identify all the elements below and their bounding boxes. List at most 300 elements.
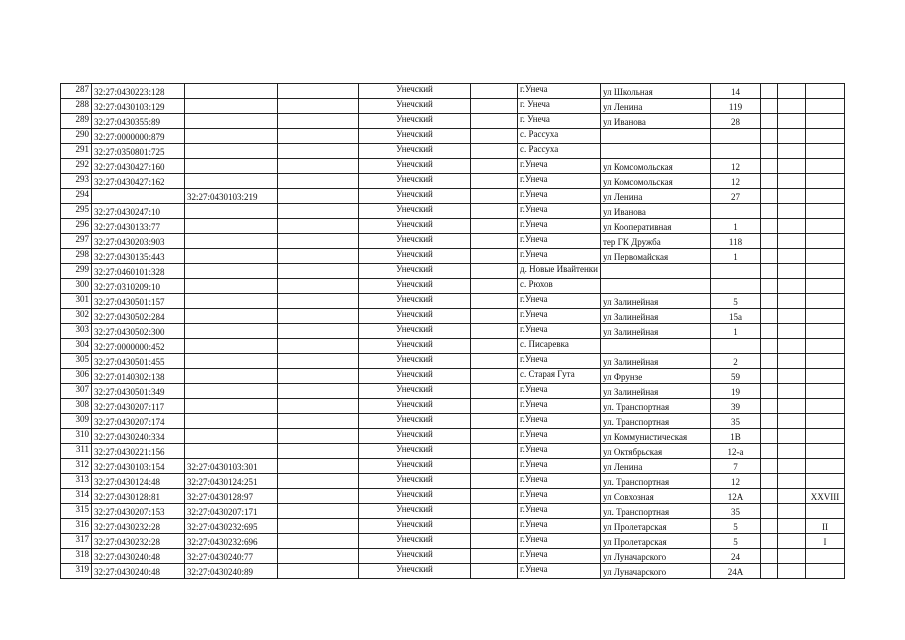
district-cell: Унечский	[359, 234, 471, 249]
empty-cell	[778, 129, 806, 144]
cadastral-number-2: 32:27:0430103:301	[185, 459, 278, 474]
empty-cell	[761, 219, 778, 234]
locality-cell: с. Старая Гута	[518, 369, 601, 384]
empty-cell	[778, 354, 806, 369]
room-number-cell	[806, 144, 845, 159]
room-number-cell	[806, 159, 845, 174]
empty-cell	[471, 534, 518, 549]
row-number: 289	[61, 114, 92, 129]
room-number-cell	[806, 84, 845, 99]
row-number: 288	[61, 99, 92, 114]
empty-cell	[761, 414, 778, 429]
cadastral-number-2	[185, 114, 278, 129]
house-number-cell: 1В	[711, 429, 761, 444]
row-number: 304	[61, 339, 92, 354]
table-row	[61, 504, 845, 519]
empty-cell	[761, 489, 778, 504]
cadastral-number: 32:27:0430128:81	[92, 489, 185, 504]
row-number: 315	[61, 504, 92, 519]
empty-cell	[778, 189, 806, 204]
empty-cell	[778, 204, 806, 219]
empty-cell	[778, 429, 806, 444]
empty-cell	[778, 324, 806, 339]
table-row	[61, 99, 845, 114]
locality-cell: г.Унеча	[518, 84, 601, 99]
district-cell: Унечский	[359, 99, 471, 114]
empty-cell	[761, 429, 778, 444]
street-cell: ул Совхозная	[601, 489, 711, 504]
empty-cell	[471, 144, 518, 159]
street-cell: ул Залинейная	[601, 309, 711, 324]
empty-cell	[778, 489, 806, 504]
cadastral-number: 32:27:0000000:879	[92, 129, 185, 144]
locality-cell: г. Унеча	[518, 99, 601, 114]
cadastral-number-2	[185, 444, 278, 459]
locality-cell: г.Унеча	[518, 219, 601, 234]
empty-cell	[761, 534, 778, 549]
room-number-cell	[806, 444, 845, 459]
cadastral-number-2	[185, 399, 278, 414]
locality-cell: д. Новые Ивайтенки	[518, 264, 601, 279]
row-number: 319	[61, 564, 92, 579]
cadastral-number-2	[185, 129, 278, 144]
cadastral-number: 32:27:0430501:455	[92, 354, 185, 369]
empty-cell	[278, 174, 359, 189]
empty-cell	[778, 459, 806, 474]
cadastral-number-2: 32:27:0430232:696	[185, 534, 278, 549]
empty-cell	[471, 99, 518, 114]
empty-cell	[471, 279, 518, 294]
street-cell: ул Иванова	[601, 204, 711, 219]
room-number-cell	[806, 174, 845, 189]
empty-cell	[778, 369, 806, 384]
empty-cell	[471, 294, 518, 309]
cadastral-number: 32:27:0430207:153	[92, 504, 185, 519]
table-row	[61, 369, 845, 384]
empty-cell	[778, 444, 806, 459]
empty-cell	[471, 189, 518, 204]
table-row	[61, 294, 845, 309]
empty-cell	[778, 264, 806, 279]
cadastral-number: 32:27:0430232:28	[92, 534, 185, 549]
room-number-cell: I	[806, 534, 845, 549]
house-number-cell: 12	[711, 174, 761, 189]
cadastral-number-2	[185, 99, 278, 114]
street-cell	[601, 264, 711, 279]
empty-cell	[471, 219, 518, 234]
cadastral-number-2	[185, 264, 278, 279]
locality-cell: г.Унеча	[518, 174, 601, 189]
empty-cell	[761, 459, 778, 474]
empty-cell	[778, 159, 806, 174]
empty-cell	[778, 174, 806, 189]
empty-cell	[278, 309, 359, 324]
empty-cell	[278, 354, 359, 369]
table-row	[61, 114, 845, 129]
table-row	[61, 339, 845, 354]
room-number-cell	[806, 234, 845, 249]
street-cell: ул Пролетарская	[601, 534, 711, 549]
cadastral-number: 32:27:0430103:154	[92, 459, 185, 474]
district-cell: Унечский	[359, 324, 471, 339]
locality-cell: г.Унеча	[518, 414, 601, 429]
district-cell: Унечский	[359, 534, 471, 549]
house-number-cell: 15а	[711, 309, 761, 324]
empty-cell	[761, 324, 778, 339]
empty-cell	[778, 114, 806, 129]
row-number: 305	[61, 354, 92, 369]
empty-cell	[471, 234, 518, 249]
cadastral-number-2: 32:27:0430240:89	[185, 564, 278, 579]
street-cell	[601, 129, 711, 144]
cadastral-number-2	[185, 414, 278, 429]
empty-cell	[778, 519, 806, 534]
empty-cell	[778, 234, 806, 249]
room-number-cell	[806, 114, 845, 129]
table-row	[61, 459, 845, 474]
district-cell: Унечский	[359, 429, 471, 444]
empty-cell	[778, 534, 806, 549]
street-cell: ул Комсомольская	[601, 174, 711, 189]
district-cell: Унечский	[359, 564, 471, 579]
house-number-cell: 7	[711, 459, 761, 474]
empty-cell	[761, 114, 778, 129]
empty-cell	[761, 354, 778, 369]
locality-cell: г.Унеча	[518, 549, 601, 564]
street-cell: ул Луначарского	[601, 564, 711, 579]
row-number: 317	[61, 534, 92, 549]
house-number-cell: 2	[711, 354, 761, 369]
locality-cell: г. Унеча	[518, 114, 601, 129]
row-number: 308	[61, 399, 92, 414]
street-cell: ул Ленина	[601, 189, 711, 204]
house-number-cell: 19	[711, 384, 761, 399]
empty-cell	[761, 519, 778, 534]
room-number-cell	[806, 249, 845, 264]
cadastral-number-2	[185, 144, 278, 159]
empty-cell	[471, 564, 518, 579]
table-row	[61, 234, 845, 249]
locality-cell: г.Унеча	[518, 429, 601, 444]
locality-cell: г.Унеча	[518, 294, 601, 309]
room-number-cell	[806, 99, 845, 114]
row-number: 293	[61, 174, 92, 189]
street-cell: ул Иванова	[601, 114, 711, 129]
cadastral-number-2	[185, 84, 278, 99]
table-row	[61, 399, 845, 414]
district-cell: Унечский	[359, 339, 471, 354]
table-row	[61, 159, 845, 174]
cadastral-number-2	[185, 339, 278, 354]
empty-cell	[761, 444, 778, 459]
empty-cell	[761, 84, 778, 99]
street-cell: ул Луначарского	[601, 549, 711, 564]
empty-cell	[778, 294, 806, 309]
locality-cell: г.Унеча	[518, 474, 601, 489]
locality-cell: г.Унеча	[518, 309, 601, 324]
empty-cell	[471, 429, 518, 444]
house-number-cell	[711, 339, 761, 354]
empty-cell	[761, 264, 778, 279]
house-number-cell: 28	[711, 114, 761, 129]
district-cell: Унечский	[359, 159, 471, 174]
row-number: 303	[61, 324, 92, 339]
empty-cell	[278, 519, 359, 534]
empty-cell	[761, 144, 778, 159]
room-number-cell	[806, 264, 845, 279]
empty-cell	[471, 204, 518, 219]
room-number-cell	[806, 369, 845, 384]
cadastral-number: 32:27:0000000:452	[92, 339, 185, 354]
house-number-cell: 39	[711, 399, 761, 414]
cadastral-number: 32:27:0430501:349	[92, 384, 185, 399]
house-number-cell	[711, 264, 761, 279]
house-number-cell	[711, 204, 761, 219]
room-number-cell	[806, 279, 845, 294]
empty-cell	[778, 414, 806, 429]
room-number-cell	[806, 354, 845, 369]
cadastral-number-2: 32:27:0430128:97	[185, 489, 278, 504]
empty-cell	[278, 384, 359, 399]
cadastral-number: 32:27:0430240:334	[92, 429, 185, 444]
cadastral-number-2: 32:27:0430232:695	[185, 519, 278, 534]
row-number: 296	[61, 219, 92, 234]
room-number-cell	[806, 414, 845, 429]
street-cell: ул. Транспортная	[601, 474, 711, 489]
locality-cell: г.Унеча	[518, 204, 601, 219]
empty-cell	[278, 279, 359, 294]
room-number-cell	[806, 549, 845, 564]
cadastral-number-2	[185, 279, 278, 294]
empty-cell	[278, 339, 359, 354]
table-row	[61, 219, 845, 234]
locality-cell: г.Унеча	[518, 234, 601, 249]
street-cell: ул Фрунзе	[601, 369, 711, 384]
room-number-cell	[806, 189, 845, 204]
cadastral-number: 32:27:0430502:300	[92, 324, 185, 339]
cadastral-number: 32:27:0430223:128	[92, 84, 185, 99]
street-cell: ул Первомайская	[601, 249, 711, 264]
empty-cell	[278, 369, 359, 384]
district-cell: Унечский	[359, 264, 471, 279]
table-row	[61, 264, 845, 279]
room-number-cell	[806, 474, 845, 489]
cadastral-number: 32:27:0430207:174	[92, 414, 185, 429]
empty-cell	[778, 279, 806, 294]
table-row	[61, 534, 845, 549]
street-cell: тер ГК Дружба	[601, 234, 711, 249]
house-number-cell: 1	[711, 249, 761, 264]
district-cell: Унечский	[359, 399, 471, 414]
locality-cell: г.Унеча	[518, 354, 601, 369]
district-cell: Унечский	[359, 384, 471, 399]
district-cell: Унечский	[359, 249, 471, 264]
district-cell: Унечский	[359, 354, 471, 369]
district-cell: Унечский	[359, 309, 471, 324]
row-number: 313	[61, 474, 92, 489]
street-cell: ул Залинейная	[601, 324, 711, 339]
district-cell: Унечский	[359, 174, 471, 189]
cadastral-number-2	[185, 309, 278, 324]
room-number-cell	[806, 129, 845, 144]
cadastral-number: 32:27:0460101:328	[92, 264, 185, 279]
empty-cell	[778, 384, 806, 399]
empty-cell	[278, 504, 359, 519]
district-cell: Унечский	[359, 549, 471, 564]
empty-cell	[761, 369, 778, 384]
empty-cell	[471, 369, 518, 384]
empty-cell	[761, 279, 778, 294]
locality-cell: г.Унеча	[518, 444, 601, 459]
empty-cell	[278, 534, 359, 549]
empty-cell	[278, 204, 359, 219]
district-cell: Унечский	[359, 144, 471, 159]
house-number-cell: 5	[711, 294, 761, 309]
empty-cell	[471, 474, 518, 489]
row-number: 292	[61, 159, 92, 174]
cadastral-number: 32:27:0140302:138	[92, 369, 185, 384]
room-number-cell: XXVIII	[806, 489, 845, 504]
room-number-cell	[806, 339, 845, 354]
house-number-cell	[711, 144, 761, 159]
house-number-cell: 12А	[711, 489, 761, 504]
empty-cell	[778, 309, 806, 324]
empty-cell	[471, 519, 518, 534]
row-number: 300	[61, 279, 92, 294]
empty-cell	[471, 549, 518, 564]
empty-cell	[471, 504, 518, 519]
empty-cell	[778, 219, 806, 234]
empty-cell	[278, 234, 359, 249]
empty-cell	[278, 114, 359, 129]
empty-cell	[761, 99, 778, 114]
table-row	[61, 549, 845, 564]
cadastral-number-2: 32:27:0430124:251	[185, 474, 278, 489]
empty-cell	[761, 159, 778, 174]
empty-cell	[471, 174, 518, 189]
table-body	[61, 84, 845, 579]
empty-cell	[778, 249, 806, 264]
locality-cell: г.Унеча	[518, 399, 601, 414]
locality-cell: г.Унеча	[518, 504, 601, 519]
house-number-cell: 5	[711, 534, 761, 549]
district-cell: Унечский	[359, 444, 471, 459]
empty-cell	[278, 99, 359, 114]
district-cell: Унечский	[359, 204, 471, 219]
house-number-cell	[711, 129, 761, 144]
empty-cell	[761, 189, 778, 204]
empty-cell	[761, 129, 778, 144]
house-number-cell: 14	[711, 84, 761, 99]
empty-cell	[278, 414, 359, 429]
empty-cell	[761, 399, 778, 414]
locality-cell: г.Унеча	[518, 489, 601, 504]
locality-cell: г.Унеча	[518, 459, 601, 474]
empty-cell	[761, 504, 778, 519]
row-number: 310	[61, 429, 92, 444]
street-cell: ул Ленина	[601, 99, 711, 114]
table-row	[61, 384, 845, 399]
locality-cell: с. Рюхов	[518, 279, 601, 294]
street-cell: ул Ленина	[601, 459, 711, 474]
district-cell: Унечский	[359, 294, 471, 309]
row-number: 291	[61, 144, 92, 159]
locality-cell: с. Рассуха	[518, 144, 601, 159]
house-number-cell: 1	[711, 324, 761, 339]
empty-cell	[471, 159, 518, 174]
cadastral-number-2	[185, 294, 278, 309]
house-number-cell: 5	[711, 519, 761, 534]
empty-cell	[278, 444, 359, 459]
district-cell: Унечский	[359, 414, 471, 429]
district-cell: Унечский	[359, 459, 471, 474]
cadastral-number-2	[185, 369, 278, 384]
empty-cell	[278, 474, 359, 489]
cadastral-number-2: 32:27:0430240:77	[185, 549, 278, 564]
empty-cell	[778, 504, 806, 519]
cadastral-number: 32:27:0430203:903	[92, 234, 185, 249]
empty-cell	[471, 384, 518, 399]
district-cell: Унечский	[359, 84, 471, 99]
cadastral-number: 32:27:0430207:117	[92, 399, 185, 414]
room-number-cell	[806, 309, 845, 324]
cadastral-number	[92, 189, 185, 204]
row-number: 302	[61, 309, 92, 324]
empty-cell	[278, 129, 359, 144]
row-number: 309	[61, 414, 92, 429]
empty-cell	[278, 144, 359, 159]
locality-cell: г.Унеча	[518, 189, 601, 204]
empty-cell	[471, 444, 518, 459]
row-number: 294	[61, 189, 92, 204]
empty-cell	[278, 189, 359, 204]
empty-cell	[471, 399, 518, 414]
cadastral-number: 32:27:0430240:48	[92, 564, 185, 579]
house-number-cell: 12-а	[711, 444, 761, 459]
table-row	[61, 354, 845, 369]
cadastral-number-2	[185, 384, 278, 399]
room-number-cell	[806, 219, 845, 234]
row-number: 306	[61, 369, 92, 384]
table-row	[61, 279, 845, 294]
street-cell: ул Октябрьская	[601, 444, 711, 459]
table-row	[61, 519, 845, 534]
row-number: 314	[61, 489, 92, 504]
empty-cell	[471, 309, 518, 324]
empty-cell	[278, 159, 359, 174]
locality-cell: г.Унеча	[518, 564, 601, 579]
district-cell: Унечский	[359, 474, 471, 489]
room-number-cell	[806, 429, 845, 444]
cadastral-number: 32:27:0350801:725	[92, 144, 185, 159]
street-cell: ул. Транспортная	[601, 504, 711, 519]
empty-cell	[278, 264, 359, 279]
cadastral-number: 32:27:0430355:89	[92, 114, 185, 129]
locality-cell: г.Унеча	[518, 324, 601, 339]
row-number: 316	[61, 519, 92, 534]
room-number-cell	[806, 459, 845, 474]
cadastral-number-2	[185, 234, 278, 249]
house-number-cell: 118	[711, 234, 761, 249]
house-number-cell: 59	[711, 369, 761, 384]
empty-cell	[778, 474, 806, 489]
house-number-cell: 27	[711, 189, 761, 204]
registry-table	[60, 83, 845, 579]
row-number: 301	[61, 294, 92, 309]
cadastral-number-2	[185, 354, 278, 369]
empty-cell	[778, 84, 806, 99]
row-number: 307	[61, 384, 92, 399]
